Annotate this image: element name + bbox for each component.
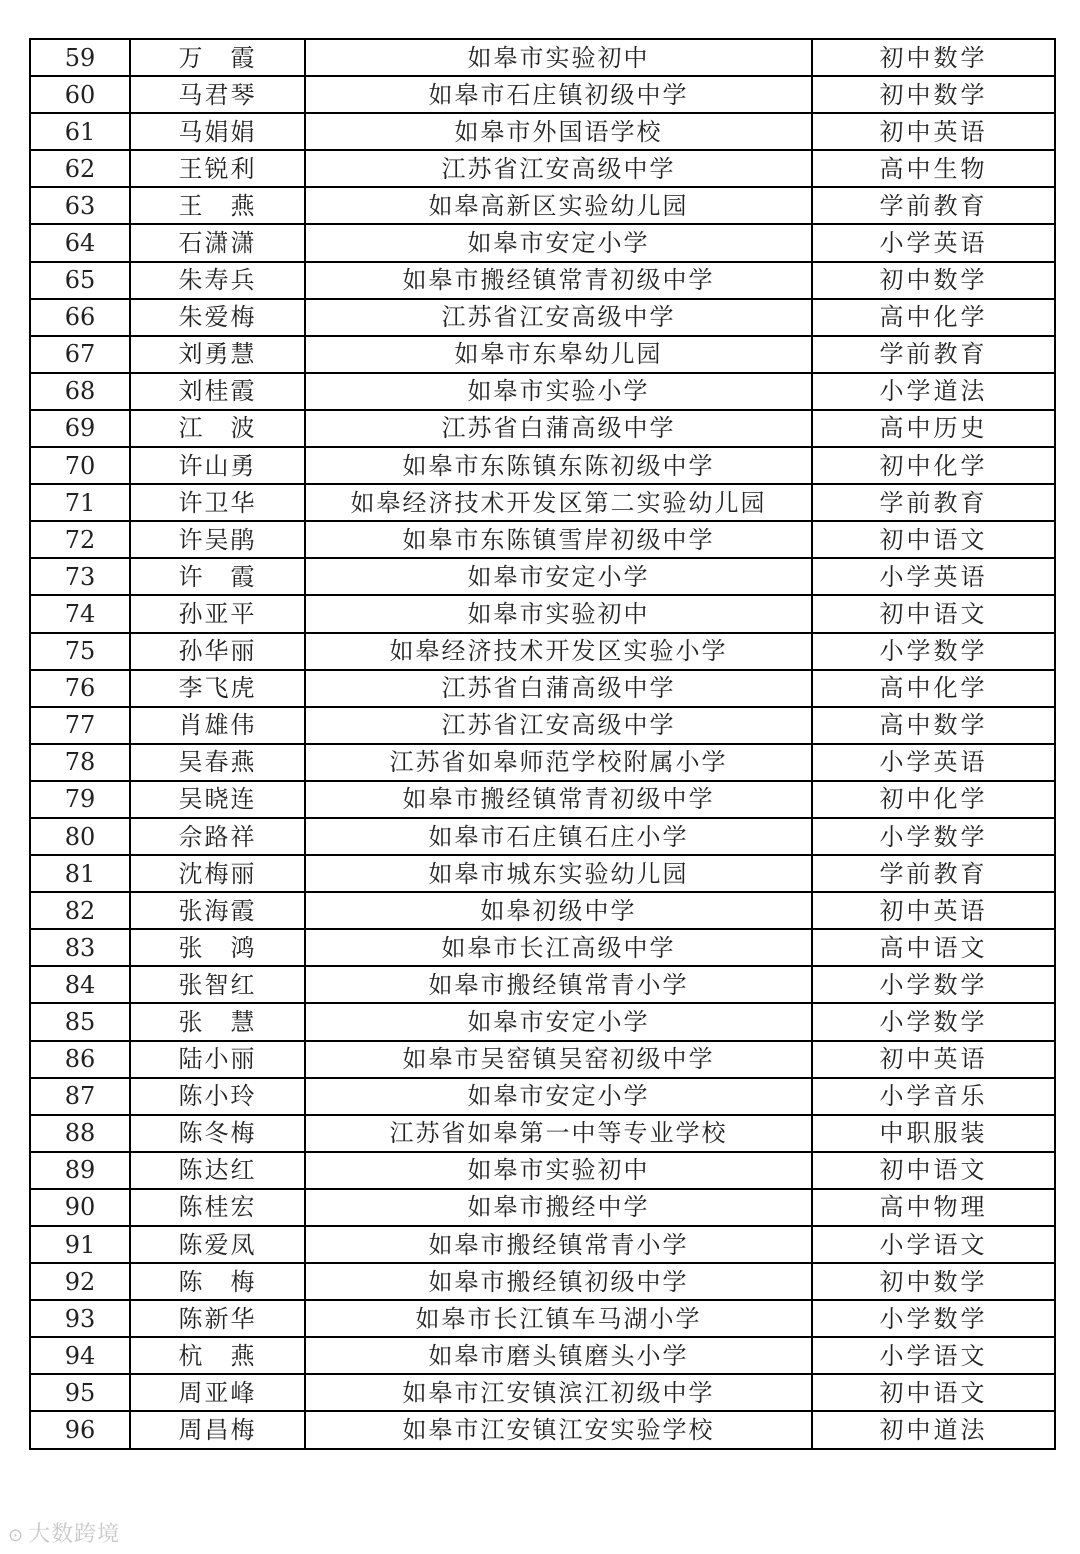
- cell-number: 94: [30, 1337, 130, 1374]
- cell-name: 陈达红: [130, 1152, 305, 1189]
- cell-name: 周亚峰: [130, 1374, 305, 1411]
- table-row: [30, 818, 1055, 855]
- cell-school: 如皋市搬经镇常青初级中学: [305, 781, 812, 818]
- cell-name: 杭 燕: [130, 1337, 305, 1374]
- cell-subject: 小学数学: [812, 966, 1055, 1003]
- cell-number: 90: [30, 1189, 130, 1226]
- cell-name: 江 波: [130, 410, 305, 447]
- cell-name: 陈桂宏: [130, 1189, 305, 1226]
- roster-table-body: [30, 39, 1055, 1449]
- cell-subject: 学前教育: [812, 336, 1055, 373]
- cell-number: 60: [30, 76, 130, 113]
- cell-name: 马君琴: [130, 76, 305, 113]
- cell-name: 陈冬梅: [130, 1115, 305, 1152]
- cell-number: 82: [30, 892, 130, 929]
- cell-school: 如皋市搬经镇常青小学: [305, 1226, 812, 1263]
- table-row: [30, 892, 1055, 929]
- cell-number: 74: [30, 595, 130, 632]
- cell-number: 80: [30, 818, 130, 855]
- roster-table: [29, 38, 1056, 1450]
- cell-name: 沈梅丽: [130, 855, 305, 892]
- cell-school: 如皋市实验初中: [305, 595, 812, 632]
- cell-school: 如皋市石庄镇石庄小学: [305, 818, 812, 855]
- table-row: [30, 1300, 1055, 1337]
- cell-subject: 小学数学: [812, 1003, 1055, 1040]
- cell-name: 陆小丽: [130, 1041, 305, 1078]
- cell-subject: 学前教育: [812, 855, 1055, 892]
- table-row: [30, 373, 1055, 410]
- cell-name: 张海霞: [130, 892, 305, 929]
- cell-school: 江苏省如皋师范学校附属小学: [305, 744, 812, 781]
- cell-name: 周昌梅: [130, 1411, 305, 1448]
- table-row: [30, 1115, 1055, 1152]
- cell-school: 江苏省白蒲高级中学: [305, 670, 812, 707]
- cell-school: 江苏省如皋第一中等专业学校: [305, 1115, 812, 1152]
- cell-subject: 初中数学: [812, 39, 1055, 76]
- cell-number: 84: [30, 966, 130, 1003]
- table-row: [30, 224, 1055, 261]
- cell-name: 孙华丽: [130, 633, 305, 670]
- cell-school: 如皋市长江镇车马湖小学: [305, 1300, 812, 1337]
- table-row: [30, 1226, 1055, 1263]
- cell-school: 如皋市安定小学: [305, 1003, 812, 1040]
- cell-subject: 小学数学: [812, 1300, 1055, 1337]
- cell-subject: 小学音乐: [812, 1078, 1055, 1115]
- cell-number: 70: [30, 447, 130, 484]
- cell-school: 如皋市安定小学: [305, 224, 812, 261]
- table-row: [30, 1263, 1055, 1300]
- cell-number: 87: [30, 1078, 130, 1115]
- cell-name: 石潇潇: [130, 224, 305, 261]
- cell-name: 陈爱凤: [130, 1226, 305, 1263]
- table-row: [30, 1374, 1055, 1411]
- cell-name: 许吴鹃: [130, 521, 305, 558]
- cell-subject: 小学英语: [812, 744, 1055, 781]
- cell-number: 78: [30, 744, 130, 781]
- cell-name: 许 霞: [130, 558, 305, 595]
- cell-number: 62: [30, 150, 130, 187]
- cell-subject: 高中历史: [812, 410, 1055, 447]
- cell-school: 如皋市搬经镇常青初级中学: [305, 262, 812, 299]
- cell-subject: 初中英语: [812, 892, 1055, 929]
- cell-number: 69: [30, 410, 130, 447]
- table-row: [30, 76, 1055, 113]
- cell-school: 如皋市搬经中学: [305, 1189, 812, 1226]
- cell-school: 如皋市东陈镇雪岸初级中学: [305, 521, 812, 558]
- cell-name: 刘勇慧: [130, 336, 305, 373]
- cell-subject: 初中化学: [812, 447, 1055, 484]
- cell-name: 张 鸿: [130, 929, 305, 966]
- cell-number: 88: [30, 1115, 130, 1152]
- cell-number: 71: [30, 484, 130, 521]
- cell-school: 如皋市东皋幼儿园: [305, 336, 812, 373]
- cell-school: 如皋市磨头镇磨头小学: [305, 1337, 812, 1374]
- cell-number: 96: [30, 1411, 130, 1448]
- cell-number: 76: [30, 670, 130, 707]
- table-row: [30, 744, 1055, 781]
- cell-school: 如皋市实验小学: [305, 373, 812, 410]
- cell-name: 陈小玲: [130, 1078, 305, 1115]
- cell-school: 如皋市江安镇江安实验学校: [305, 1411, 812, 1448]
- table-row: [30, 1078, 1055, 1115]
- cell-subject: 学前教育: [812, 484, 1055, 521]
- cell-name: 许卫华: [130, 484, 305, 521]
- cell-name: 许山勇: [130, 447, 305, 484]
- table-row: [30, 150, 1055, 187]
- cell-name: 王锐利: [130, 150, 305, 187]
- watermark-text: 大数跨境: [28, 1522, 121, 1547]
- cell-school: 如皋经济技术开发区第二实验幼儿园: [305, 484, 812, 521]
- cell-number: 93: [30, 1300, 130, 1337]
- cell-number: 92: [30, 1263, 130, 1300]
- cell-school: 江苏省江安高级中学: [305, 150, 812, 187]
- cell-number: 59: [30, 39, 130, 76]
- table-row: [30, 262, 1055, 299]
- table-row: [30, 113, 1055, 150]
- cell-name: 陈新华: [130, 1300, 305, 1337]
- cell-subject: 初中数学: [812, 1263, 1055, 1300]
- cell-number: 68: [30, 373, 130, 410]
- table-row: [30, 410, 1055, 447]
- cell-subject: 小学英语: [812, 224, 1055, 261]
- cell-name: 孙亚平: [130, 595, 305, 632]
- table-row: [30, 187, 1055, 224]
- cell-subject: 初中化学: [812, 781, 1055, 818]
- cell-number: 66: [30, 299, 130, 336]
- table-row: [30, 1003, 1055, 1040]
- cell-subject: 初中英语: [812, 113, 1055, 150]
- cell-name: 张智红: [130, 966, 305, 1003]
- cell-subject: 高中数学: [812, 707, 1055, 744]
- table-row: [30, 336, 1055, 373]
- cell-number: 81: [30, 855, 130, 892]
- table-row: [30, 670, 1055, 707]
- cell-name: 张 慧: [130, 1003, 305, 1040]
- cell-subject: 高中化学: [812, 299, 1055, 336]
- cell-school: 如皋市实验初中: [305, 1152, 812, 1189]
- table-row: [30, 781, 1055, 818]
- cell-school: 如皋市吴窑镇吴窑初级中学: [305, 1041, 812, 1078]
- cell-number: 89: [30, 1152, 130, 1189]
- cell-school: 如皋初级中学: [305, 892, 812, 929]
- table-row: [30, 966, 1055, 1003]
- table-row: [30, 1152, 1055, 1189]
- cell-school: 如皋市安定小学: [305, 1078, 812, 1115]
- cell-school: 如皋市江安镇滨江初级中学: [305, 1374, 812, 1411]
- table-row: [30, 521, 1055, 558]
- cell-name: 刘桂霞: [130, 373, 305, 410]
- cell-number: 61: [30, 113, 130, 150]
- cell-name: 吴晓连: [130, 781, 305, 818]
- cell-number: 91: [30, 1226, 130, 1263]
- cell-subject: 初中英语: [812, 1041, 1055, 1078]
- cell-subject: 初中道法: [812, 1411, 1055, 1448]
- cell-subject: 小学数学: [812, 633, 1055, 670]
- cell-school: 如皋市城东实验幼儿园: [305, 855, 812, 892]
- cell-subject: 高中生物: [812, 150, 1055, 187]
- cell-subject: 高中语文: [812, 929, 1055, 966]
- cell-school: 如皋经济技术开发区实验小学: [305, 633, 812, 670]
- cell-number: 64: [30, 224, 130, 261]
- cell-school: 如皋市搬经镇初级中学: [305, 1263, 812, 1300]
- table-row: [30, 447, 1055, 484]
- cell-number: 79: [30, 781, 130, 818]
- cell-name: 马娟娟: [130, 113, 305, 150]
- cell-subject: 初中数学: [812, 76, 1055, 113]
- cell-subject: 小学英语: [812, 558, 1055, 595]
- table-row: [30, 1189, 1055, 1226]
- table-row: [30, 1041, 1055, 1078]
- cell-subject: 高中物理: [812, 1189, 1055, 1226]
- cell-subject: 初中数学: [812, 262, 1055, 299]
- table-row: [30, 633, 1055, 670]
- cell-school: 江苏省白蒲高级中学: [305, 410, 812, 447]
- cell-school: 如皋市搬经镇常青小学: [305, 966, 812, 1003]
- cell-subject: 学前教育: [812, 187, 1055, 224]
- cell-school: 如皋市石庄镇初级中学: [305, 76, 812, 113]
- cell-school: 江苏省江安高级中学: [305, 299, 812, 336]
- table-row: [30, 707, 1055, 744]
- cell-number: 95: [30, 1374, 130, 1411]
- cell-number: 75: [30, 633, 130, 670]
- cell-school: 如皋市长江高级中学: [305, 929, 812, 966]
- table-row: [30, 1411, 1055, 1448]
- cell-subject: 中职服装: [812, 1115, 1055, 1152]
- cell-subject: 高中化学: [812, 670, 1055, 707]
- table-row: [30, 1337, 1055, 1374]
- cell-name: 吴春燕: [130, 744, 305, 781]
- table-row: [30, 929, 1055, 966]
- weibo-logo-icon: ⊙: [8, 1525, 25, 1546]
- cell-subject: 初中语文: [812, 521, 1055, 558]
- cell-subject: 初中语文: [812, 1374, 1055, 1411]
- cell-school: 江苏省江安高级中学: [305, 707, 812, 744]
- cell-name: 陈 梅: [130, 1263, 305, 1300]
- cell-subject: 小学数学: [812, 818, 1055, 855]
- cell-name: 万 霞: [130, 39, 305, 76]
- cell-subject: 小学语文: [812, 1226, 1055, 1263]
- cell-subject: 小学道法: [812, 373, 1055, 410]
- cell-number: 77: [30, 707, 130, 744]
- cell-number: 83: [30, 929, 130, 966]
- cell-number: 65: [30, 262, 130, 299]
- cell-number: 72: [30, 521, 130, 558]
- cell-subject: 初中语文: [812, 1152, 1055, 1189]
- watermark: [8, 1517, 120, 1548]
- cell-subject: 初中语文: [812, 595, 1055, 632]
- cell-number: 73: [30, 558, 130, 595]
- cell-number: 86: [30, 1041, 130, 1078]
- cell-number: 63: [30, 187, 130, 224]
- table-row: [30, 855, 1055, 892]
- table-row: [30, 595, 1055, 632]
- cell-subject: 小学语文: [812, 1337, 1055, 1374]
- table-row: [30, 39, 1055, 76]
- cell-school: 如皋市实验初中: [305, 39, 812, 76]
- cell-name: 李飞虎: [130, 670, 305, 707]
- cell-number: 67: [30, 336, 130, 373]
- table-row: [30, 484, 1055, 521]
- cell-school: 如皋市东陈镇东陈初级中学: [305, 447, 812, 484]
- cell-school: 如皋市外国语学校: [305, 113, 812, 150]
- cell-school: 如皋高新区实验幼儿园: [305, 187, 812, 224]
- table-row: [30, 558, 1055, 595]
- cell-name: 朱爱梅: [130, 299, 305, 336]
- cell-name: 佘路祥: [130, 818, 305, 855]
- cell-name: 朱寿兵: [130, 262, 305, 299]
- table-row: [30, 299, 1055, 336]
- cell-name: 肖雄伟: [130, 707, 305, 744]
- cell-school: 如皋市安定小学: [305, 558, 812, 595]
- cell-number: 85: [30, 1003, 130, 1040]
- cell-name: 王 燕: [130, 187, 305, 224]
